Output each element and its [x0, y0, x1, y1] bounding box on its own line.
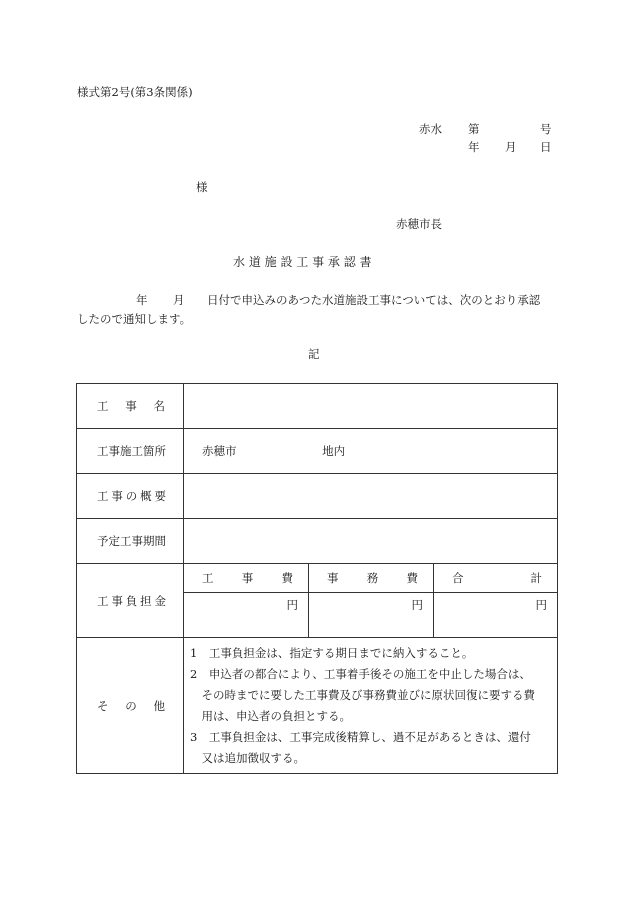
reference-go: 号 [540, 122, 552, 136]
form-number: 様式第2号(第3条関係) [77, 85, 193, 99]
construction-approval-table [76, 383, 558, 774]
header-construction-cost: 工 事 費 [184, 564, 309, 593]
label-construction-location: 工事施工箇所 [77, 429, 184, 474]
note-line: その時までに要した工事費及び事務費並びに原状回復に要する費 [190, 688, 535, 702]
date-month: 月 [505, 140, 517, 154]
note-line: 又は追加徴収する。 [190, 751, 305, 765]
issuer: 赤穂市長 [396, 217, 442, 231]
header-office-cost: 事 務 費 [309, 564, 434, 593]
body-year: 年 [136, 293, 148, 307]
note-line: 1 工事負担金は、指定する期日までに納入すること。 [190, 646, 474, 660]
location-suffix: 地内 [322, 444, 346, 458]
row-other [77, 638, 558, 774]
header-total: 合 計 [434, 564, 558, 593]
label-construction-name: 工 事 名 [77, 384, 184, 429]
row-construction-overview [77, 474, 558, 519]
row-cost-header [77, 564, 558, 593]
label-construction-charge: 工 事 負 担 金 [77, 564, 184, 638]
note-line: 用は、申込者の負担とする。 [190, 709, 351, 723]
body-text-line2: したので通知します。 [77, 312, 192, 326]
reference-prefix: 赤水 [419, 122, 442, 136]
body-month: 月 [173, 293, 185, 307]
row-construction-location [77, 429, 558, 474]
note-line: 2 申込者の都合により、工事着手後その施工を中止した場合は、 [190, 667, 531, 681]
value-other-notes [184, 638, 558, 774]
value-scheduled-period [184, 519, 558, 564]
date-day: 日 [540, 140, 552, 154]
value-total: 円 [434, 593, 558, 638]
label-other: そ の 他 [77, 638, 184, 774]
row-construction-name [77, 384, 558, 429]
addressee-suffix: 様 [196, 180, 208, 194]
value-construction-name [184, 384, 558, 429]
note-line: 3 工事負担金は、工事完成後精算し、過不足があるときは、還付 [190, 730, 531, 744]
label-scheduled-period: 予定工事期間 [77, 519, 184, 564]
date-year: 年 [468, 140, 480, 154]
row-scheduled-period [77, 519, 558, 564]
body-text-line1: 日付で申込みのあつた水道施設工事については、次のとおり承認 [207, 293, 541, 307]
value-construction-cost: 円 [184, 593, 309, 638]
value-construction-location [184, 429, 558, 474]
label-construction-overview: 工 事 の 概 要 [77, 474, 184, 519]
ki-heading: 記 [308, 347, 320, 361]
document-title: 水 道 施 設 工 事 承 認 書 [233, 255, 372, 269]
location-city: 赤穂市 [202, 444, 237, 458]
value-construction-overview [184, 474, 558, 519]
reference-dai: 第 [468, 122, 480, 136]
value-office-cost: 円 [309, 593, 434, 638]
